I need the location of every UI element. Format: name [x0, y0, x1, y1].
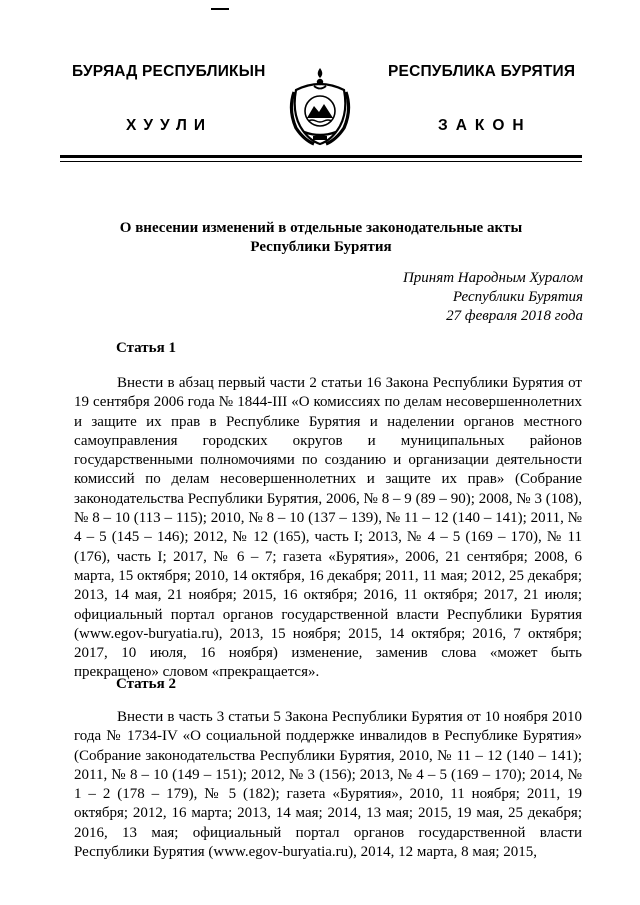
adoption-line-2: Республики Бурятия — [452, 289, 583, 305]
article-2-heading: Статья 2 — [116, 676, 176, 692]
header-right-bottom: ЗАКОН — [438, 117, 532, 134]
law-title — [60, 219, 582, 257]
coat-of-arms-icon — [286, 66, 354, 146]
adoption-date: 27 февраля 2018 года — [446, 308, 583, 324]
adoption-line-1: Принят Народным Хуралом — [402, 270, 583, 286]
article-1-heading: Статья 1 — [116, 340, 176, 356]
header-left-top: БУРЯАД РЕСПУБЛИКЫН — [72, 63, 266, 80]
header-rule-thick — [60, 155, 582, 158]
law-title-line-2: Республики Бурятия — [250, 239, 392, 255]
top-mark — [211, 8, 229, 10]
header-left-bottom: ХУУЛИ — [126, 117, 213, 134]
article-2-text: Внести в часть 3 статьи 5 Закона Республики Бурятия от 10 ноября 2010 года № 1734-IV «О социальной поддержке инвалидов в Республике Бурятия» (Собрание законодательства Республики Бурятия, 2010, № 11 – 12 (140 – 141); 2011, № 8 – 10 (149 – 151); 2012, № 3 (156); 2013, № 4 – 5 (169 – 170); 2014, № 1 – 2 (178 – 179), № 5 (182); газета «Бурятия», 2010, 11 ноября; 2011, 19 октября; 2012, 16 марта; 2013, 14 мая; 2014, 13 мая; 2015, 19 мая, 25 декабря; 2016, 13 мая; официальный портал органов государственной власти Республики Бурятия (www.egov-buryatia.ru), 2014, 12 марта, 8 мая; 2015, — [74, 709, 582, 861]
article-1-text: Внести в абзац первый части 2 статьи 16 Закона Республики Бурятия от 19 сентября 2006 года № 1844-III «О комиссиях по делам несовершеннолетних и защите их прав в Республике Бурятия и наделении органов местного самоуправления городских округов и муниципальных районов государственными полномочиями по созданию и организации деятельности комиссий по делам несовершеннолетних и защите их прав» (Собрание законодательства Республики Бурятия, 2006, № 8 – 9 (89 – 90); 2008, № 3 (108), № 8 – 10 (113 – 115); 2010, № 8 – 10 (137 – 139), № 11 – 12 (140 – 141); 2011, № 4 – 5 (145 – 146); 2012, № 12 (165), часть I; 2013, № 4 – 5 (169 – 170), № 11 (176), часть I; 2017, № 6 – 7; газета «Бурятия», 2006, 21 сентября; 2008, 6 марта, 15 октября; 2010, 14 октября, 16 декабря; 2011, 11 мая; 2012, 25 декабря; 2013, 14 мая, 21 ноября; 2015, 16 октября; 2016, 11 октября; 2017, 21 июля; официальный портал органов государственной власти Республики Бурятия (www.egov-buryatia.ru), 2013, 15 ноября; 2015, 14 октября; 2016, 7 октября; 2017, 10 июля, 16 ноября) изменение, заменив слова «может быть прекращено» словом «прекращается». — [74, 375, 582, 681]
header-right-top: РЕСПУБЛИКА БУРЯТИЯ — [388, 63, 576, 80]
header-rule-thin — [60, 161, 582, 162]
law-title-line-1: О внесении изменений в отдельные законодательные акты — [119, 220, 523, 236]
adoption-note — [403, 269, 583, 326]
